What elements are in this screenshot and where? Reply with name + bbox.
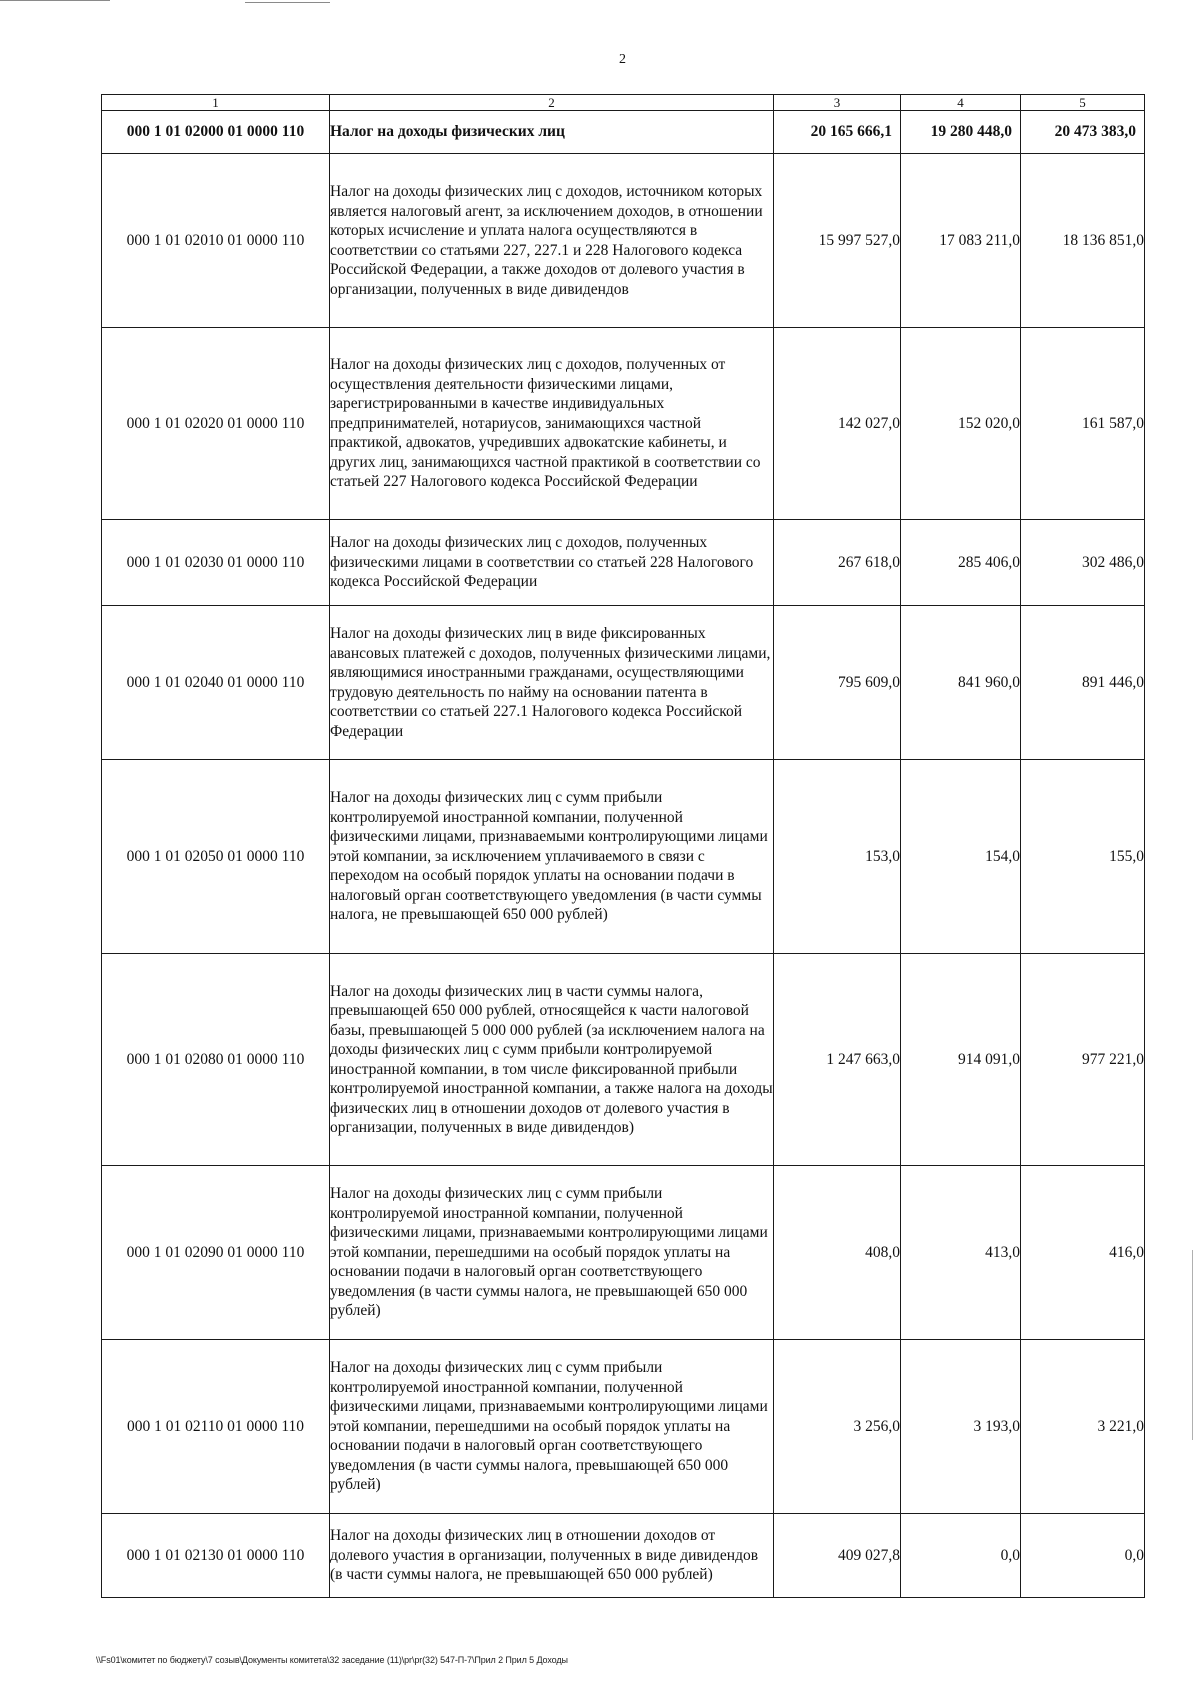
classification-code: 000 1 01 02020 01 0000 110 (102, 328, 330, 520)
scan-mark-right-edge (1192, 1250, 1193, 1440)
table-row (102, 606, 1145, 760)
table-row (102, 1340, 1145, 1514)
amount-year-1: 409 027,8 (774, 1514, 901, 1598)
table-row (102, 520, 1145, 606)
table-row (102, 1166, 1145, 1340)
classification-code: 000 1 01 02050 01 0000 110 (102, 760, 330, 954)
table-row (102, 1514, 1145, 1598)
page-number: 2 (619, 52, 626, 67)
table-row (102, 760, 1145, 954)
amount-year-2: 841 960,0 (901, 606, 1021, 760)
amount-year-2: 154,0 (901, 760, 1021, 954)
classification-code: 000 1 01 02040 01 0000 110 (102, 606, 330, 760)
amount-year-3: 0,0 (1021, 1514, 1145, 1598)
amount-year-2: 152 020,0 (901, 328, 1021, 520)
table-row (102, 954, 1145, 1166)
column-header-1: 1 (102, 95, 330, 111)
amount-year-3: 155,0 (1021, 760, 1145, 954)
column-header-3: 3 (774, 95, 901, 111)
classification-code: 000 1 01 02010 01 0000 110 (102, 154, 330, 328)
classification-code: 000 1 01 02090 01 0000 110 (102, 1166, 330, 1340)
amount-year-2: 17 083 211,0 (901, 154, 1021, 328)
budget-revenue-table (101, 94, 1145, 1598)
amount-year-1: 15 997 527,0 (774, 154, 901, 328)
revenue-name: Налог на доходы физических лиц в части суммы налога, превышающей 650 000 рублей, относящейся к части налоговой базы, превышающей 5 000 000 рублей (за исключением налога на доходы физических лиц с сумм прибыли контролируемой иностранной компании, в том числе фиксированной прибыли контролируемой иностранной компании, а также налога на доходы физических лиц в отношении доходов от долевого участия в организации, полученных в виде дивидендов) (330, 954, 774, 1166)
amount-year-2: 285 406,0 (901, 520, 1021, 606)
amount-year-3: 302 486,0 (1021, 520, 1145, 606)
amount-year-2: 413,0 (901, 1166, 1021, 1340)
table-row (102, 154, 1145, 328)
amount-year-1: 153,0 (774, 760, 901, 954)
classification-code: 000 1 01 02000 01 0000 110 (102, 111, 330, 154)
column-number-row (102, 95, 1145, 111)
amount-year-2: 3 193,0 (901, 1340, 1021, 1514)
amount-year-1: 1 247 663,0 (774, 954, 901, 1166)
amount-year-1: 142 027,0 (774, 328, 901, 520)
table-row (102, 328, 1145, 520)
amount-year-3: 416,0 (1021, 1166, 1145, 1340)
classification-code: 000 1 01 02030 01 0000 110 (102, 520, 330, 606)
amount-year-2: 19 280 448,0 (901, 111, 1021, 154)
column-header-2: 2 (330, 95, 774, 111)
amount-year-3: 977 221,0 (1021, 954, 1145, 1166)
amount-year-1: 3 256,0 (774, 1340, 901, 1514)
classification-code: 000 1 01 02110 01 0000 110 (102, 1340, 330, 1514)
column-header-4: 4 (901, 95, 1021, 111)
amount-year-3: 18 136 851,0 (1021, 154, 1145, 328)
revenue-name: Налог на доходы физических лиц с сумм прибыли контролируемой иностранной компании, полученной физическими лицами, признаваемыми контролирующими лицами этой компании, перешедшими на особый порядок уплаты на основании подачи в налоговый орган соответствующего уведомления (в части суммы налога, превышающей 650 000 рублей) (330, 1340, 774, 1514)
amount-year-1: 267 618,0 (774, 520, 901, 606)
table-row-total (102, 111, 1145, 154)
classification-code: 000 1 01 02130 01 0000 110 (102, 1514, 330, 1598)
amount-year-1: 795 609,0 (774, 606, 901, 760)
revenue-name: Налог на доходы физических лиц в виде фиксированных авансовых платежей с доходов, полученных физическими лицами, являющимися иностранными гражданами, осуществляющими трудовую деятельность по найму на основании патента в соответствии со статьей 227.1 Налогового кодекса Российской Федерации (330, 606, 774, 760)
column-header-5: 5 (1021, 95, 1145, 111)
revenue-name: Налог на доходы физических лиц с доходов, полученных физическими лицами в соответствии со статьей 228 Налогового кодекса Российской Федерации (330, 520, 774, 606)
revenue-name: Налог на доходы физических лиц с сумм прибыли контролируемой иностранной компании, полученной физическими лицами, признаваемыми контролирующими лицами этой компании, за исключением уплачиваемого в связи с переходом на особый порядок уплаты на основании подачи в налоговый орган соответствующего уведомления (в части суммы налога, не превышающей 650 000 рублей) (330, 760, 774, 954)
revenue-name: Налог на доходы физических лиц с доходов, источником которых является налоговый агент, за исключением доходов, в отношении которых исчисление и уплата налога осуществляются в соответствии со статьями 227, 227.1 и 228 Налогового кодекса Российской Федерации, а также доходов от долевого участия в организации, полученных в виде дивидендов (330, 154, 774, 328)
amount-year-1: 20 165 666,1 (774, 111, 901, 154)
revenue-name: Налог на доходы физических лиц с сумм прибыли контролируемой иностранной компании, полученной физическими лицами, признаваемыми контролирующими лицами этой компании, перешедшими на особый порядок уплаты на основании подачи в налоговый орган соответствующего уведомления (в части суммы налога, не превышающей 650 000 рублей) (330, 1166, 774, 1340)
amount-year-3: 161 587,0 (1021, 328, 1145, 520)
amount-year-3: 891 446,0 (1021, 606, 1145, 760)
amount-year-2: 914 091,0 (901, 954, 1021, 1166)
scan-mark-top-left (0, 0, 110, 1)
amount-year-3: 20 473 383,0 (1021, 111, 1145, 154)
amount-year-2: 0,0 (901, 1514, 1021, 1598)
amount-year-1: 408,0 (774, 1166, 901, 1340)
amount-year-3: 3 221,0 (1021, 1340, 1145, 1514)
classification-code: 000 1 01 02080 01 0000 110 (102, 954, 330, 1166)
revenue-name: Налог на доходы физических лиц (330, 111, 774, 154)
document-file-path: \\Fs01\комитет по бюджету\7 созыв\Документы комитета\32 заседание (11)\pr\pr(32) 547-П-7\Прил 2 Прил 5 Доходы (96, 1655, 568, 1665)
scan-mark-top-center (245, 2, 330, 3)
revenue-name: Налог на доходы физических лиц с доходов, полученных от осуществления деятельности физическими лицами, зарегистрированными в качестве индивидуальных предпринимателей, нотариусов, занимающихся частной практикой, адвокатов, учредивших адвокатские кабинеты, и других лиц, занимающихся частной практикой в соответствии со статьей 227 Налогового кодекса Российской Федерации (330, 328, 774, 520)
revenue-name: Налог на доходы физических лиц в отношении доходов от долевого участия в организации, полученных в виде дивидендов (в части суммы налога, не превышающей 650 000 рублей) (330, 1514, 774, 1598)
